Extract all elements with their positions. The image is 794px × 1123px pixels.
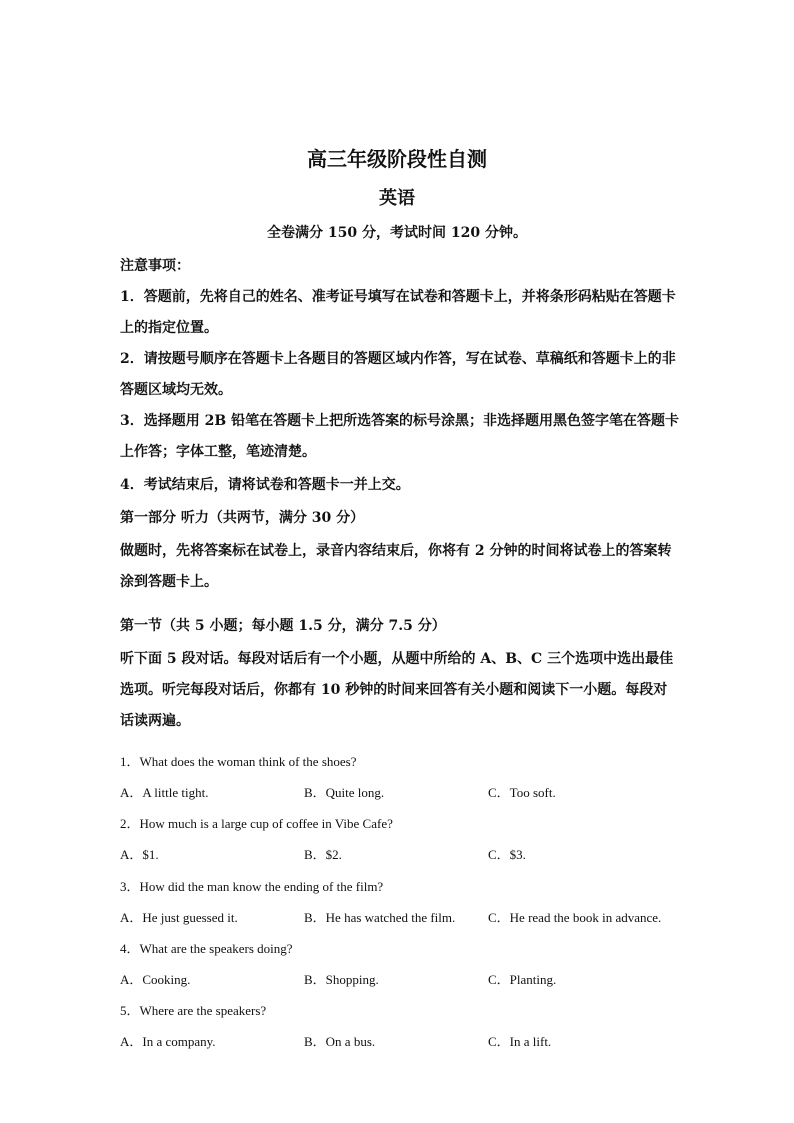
question-1: 1．What does the woman think of the shoes? xyxy=(120,754,357,769)
subject-title: 英语 xyxy=(379,188,415,209)
q1-option-b: B．Quite long. xyxy=(304,785,385,800)
question-2: 2．How much is a large cup of coffee in Vibe Cafe? xyxy=(120,816,393,831)
notes-heading: 注意事项： xyxy=(120,258,190,274)
note-item-4: 4．考试结束后，请将试卷和答题卡一并上交。 xyxy=(120,477,410,493)
q5-option-c: C．In a lift. xyxy=(488,1034,552,1049)
part1-heading: 第一部分 听力（共两节，满分 30 分） xyxy=(120,510,365,526)
note-item-2: 2．请按题号顺序在答题卡上各题目的答题区域内作答，写在试卷、草稿纸和答题卡上的非答题区域均无效。 xyxy=(120,351,676,398)
q5-option-b: B．On a bus. xyxy=(304,1034,376,1049)
question-5: 5．Where are the speakers? xyxy=(120,1003,267,1018)
note-item-3: 3．选择题用 2B 铅笔在答题卡上把所选答案的标号涂黑；非选择题用黑色签字笔在答题卡上作答；字体工整，笔迹清楚。 xyxy=(120,413,680,460)
section1-heading: 第一节（共 5 小题；每小题 1.5 分，满分 7.5 分） xyxy=(120,618,446,634)
part1-instruction: 做题时，先将答案标在试卷上，录音内容结束后，你将有 2 分钟的时间将试卷上的答案转涂到答题卡上。 xyxy=(120,543,672,590)
q1-option-c: C．Too soft. xyxy=(488,785,556,800)
q2-option-c: C．$3. xyxy=(488,847,526,862)
question-3: 3．How did the man know the ending of the film? xyxy=(120,879,384,894)
q4-option-c: C．Planting. xyxy=(488,972,557,987)
q3-option-a: A．He just guessed it. xyxy=(120,910,238,925)
q2-option-b: B．$2. xyxy=(304,847,342,862)
question-4: 4．What are the speakers doing? xyxy=(120,941,293,956)
q3-option-c: C．He read the book in advance. xyxy=(488,910,662,925)
q3-option-b: B．He has watched the film. xyxy=(304,910,456,925)
note-item-1: 1．答题前，先将自己的姓名、准考证号填写在试卷和答题卡上，并将条形码粘贴在答题卡上的指定位置。 xyxy=(120,289,676,336)
q1-option-a: A．A little tight. xyxy=(120,785,209,800)
q5-option-a: A．In a company. xyxy=(120,1034,216,1049)
page-title: 高三年级阶段性自测 xyxy=(307,147,487,171)
section1-instruction: 听下面 5 段对话。每段对话后有一个小题，从题中所给的 A、B、C 三个选项中选出最佳选项。听完每段对话后，你都有 10 秒钟的时间来回答有关小题和阅读下一小题。每段对话读两遍。 xyxy=(120,651,674,729)
q4-option-a: A．Cooking. xyxy=(120,972,191,987)
q2-option-a: A．$1. xyxy=(120,847,159,862)
score-info: 全卷满分 150 分，考试时间 120 分钟。 xyxy=(267,225,527,241)
q4-option-b: B．Shopping. xyxy=(304,972,379,987)
